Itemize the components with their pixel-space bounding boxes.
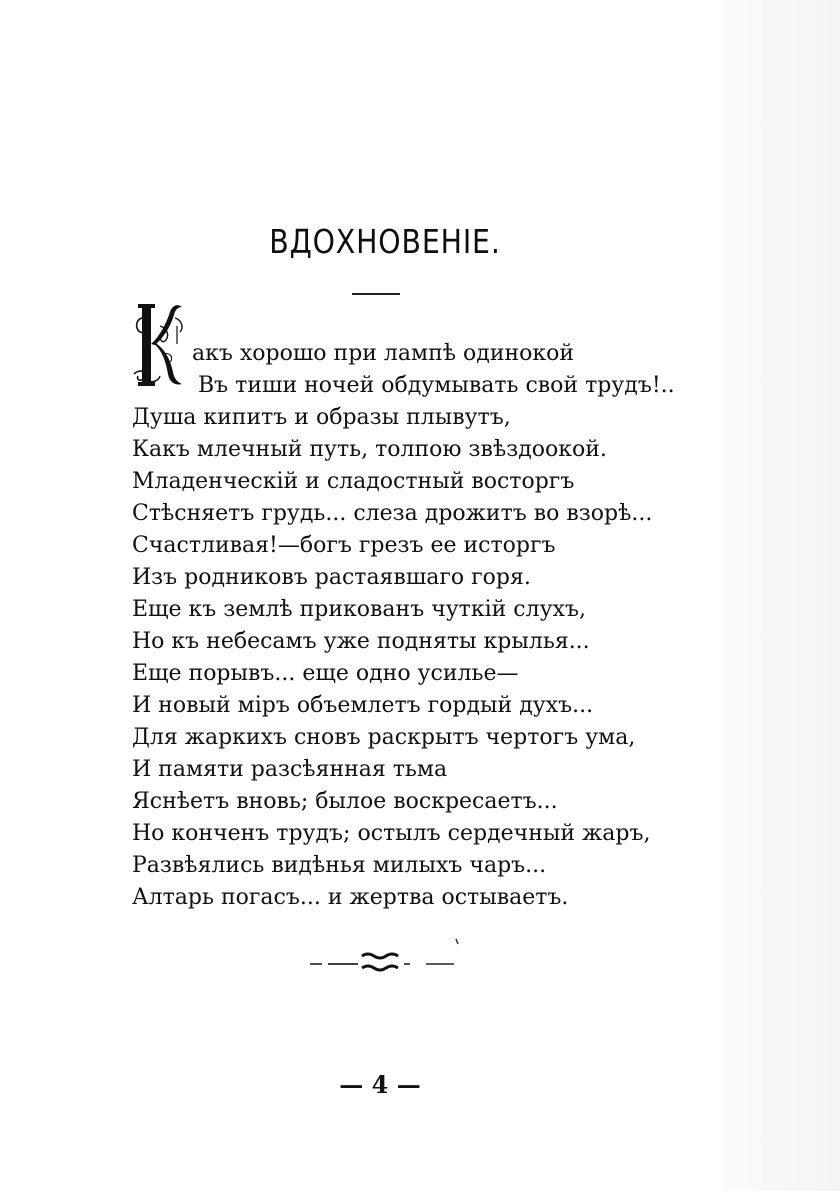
dropcap-letter-text: К [130, 298, 131, 299]
poem-line-7: Счастливая!—богъ грезъ ее исторгъ [132, 533, 556, 558]
poem-line-6: Стѣсняетъ грудь... слеза дрожитъ во взорѣ... [132, 501, 653, 526]
poem-line-13: Для жаркихъ сновъ раскрытъ чертогъ ума, [132, 725, 636, 750]
poem-line-12: И новый міръ объемлетъ гордый духъ... [132, 693, 594, 718]
poem-line-14: И памяти разсѣянная тьма [132, 757, 448, 782]
page-number: — 4 — [339, 1070, 421, 1099]
poem-line-8: Изъ родниковъ растаявшаго горя. [132, 565, 531, 590]
poem-line-5: Младенческій и сладостный восторгъ [132, 469, 575, 494]
poem-line-2: Въ тиши ночей обдумывать свой трудъ!.. [198, 373, 675, 398]
poem-line-17: Развѣялись видѣнья милыхъ чаръ... [132, 853, 547, 878]
poem-line-15: Яснѣетъ вновь; былое воскресаетъ... [132, 789, 558, 814]
poem-line-3: Душа кипитъ и образы плывутъ, [132, 405, 511, 430]
end-ornament [300, 936, 470, 978]
poem-line-10: Но къ небесамъ уже подняты крылья... [132, 629, 590, 654]
poem-line-4: Какъ млечный путь, толпою звѣздоокой. [132, 437, 607, 462]
poem-line-1: акъ хорошо при лампѣ одинокой [192, 341, 575, 366]
poem-line-9: Еще къ землѣ прикованъ чуткій слухъ, [132, 597, 586, 622]
poem-line-18: Алтарь погасъ... и жертва остываетъ. [132, 885, 569, 910]
poem-line-11: Еще порывъ... еще одно усилье— [132, 661, 519, 686]
poem-title: ВДОХНОВЕНІЕ. [269, 222, 501, 261]
poem-line-16: Но конченъ трудъ; остылъ сердечный жаръ, [132, 821, 651, 846]
